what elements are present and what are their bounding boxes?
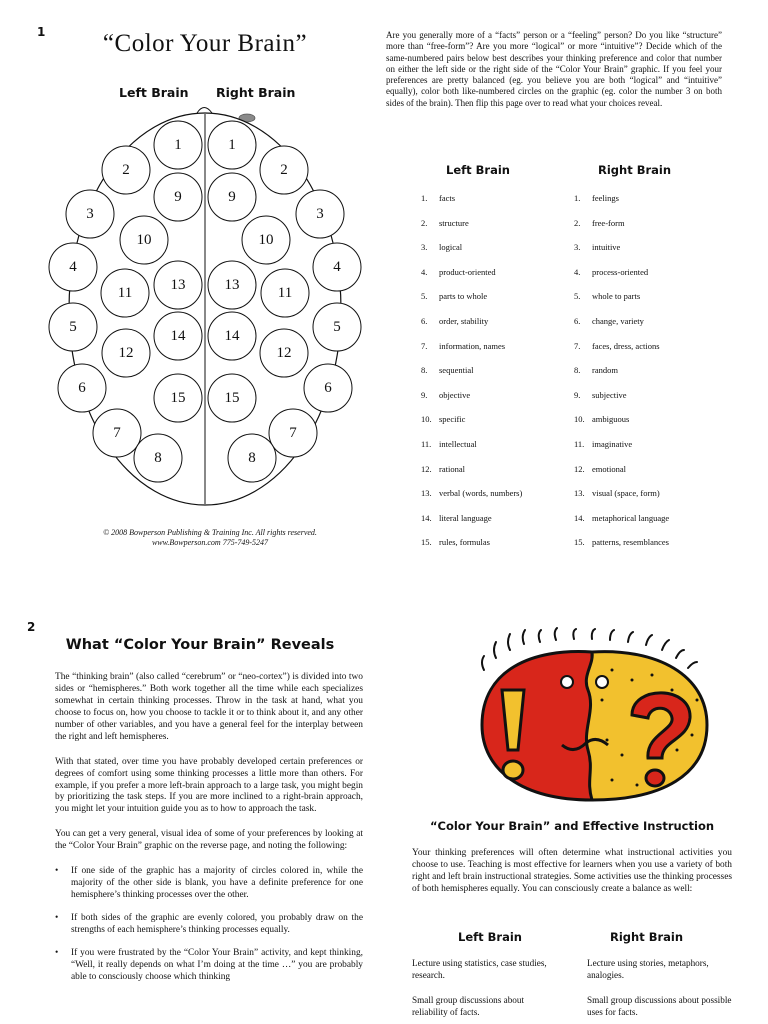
- left-list-item-number: 10.: [421, 414, 432, 425]
- left-list-item-text: verbal (words, numbers): [439, 488, 523, 499]
- left-list-item-text: literal language: [439, 512, 492, 523]
- left-circle-label: 4: [69, 259, 77, 275]
- col-left-heading: Left Brain: [458, 930, 522, 944]
- left-list-item: [421, 193, 571, 218]
- col-right-item-1: Lecture using stories, metaphors, analogies.: [587, 958, 709, 980]
- left-list-item-text: structure: [439, 217, 469, 228]
- right-list-item-number: 15.: [574, 537, 585, 548]
- left-list-item: [421, 390, 571, 415]
- right-list-item: [574, 242, 734, 267]
- left-list-item-number: 13.: [421, 488, 432, 499]
- right-list-item-text: free-form: [592, 217, 625, 228]
- right-list-item-number: 6.: [574, 315, 581, 326]
- bullet-symbol: •: [55, 913, 59, 923]
- left-list-item-number: 4.: [421, 266, 428, 277]
- right-list-item: [574, 390, 734, 415]
- left-list-item: [421, 414, 571, 439]
- right-circle-label: 13: [224, 277, 240, 293]
- left-list-item-text: intellectual: [439, 438, 477, 449]
- page-number-1: 1: [37, 25, 46, 39]
- bullet-text: If one side of the graphic has a majority of circles colored in, while the majority of the other side is blank, you have a definite preference for one hemisphere’s thinking processes over the other.: [71, 866, 363, 901]
- right-list-item-number: 4.: [574, 266, 581, 277]
- left-list-item-number: 7.: [421, 340, 428, 351]
- left-circle-label: 8: [154, 450, 162, 466]
- left-list-item-text: objective: [439, 389, 471, 400]
- right-list-item-text: random: [592, 365, 618, 376]
- left-list-item: [421, 341, 571, 366]
- brain-right-label: Right Brain: [216, 85, 296, 100]
- right-list-item: [574, 537, 734, 562]
- left-list-item: [421, 267, 571, 292]
- right-list-item-text: visual (space, form): [592, 488, 660, 499]
- right-list-item: [574, 488, 734, 513]
- copyright-block: [60, 528, 360, 549]
- left-circle-label: 2: [122, 162, 130, 178]
- right-list-item-number: 9.: [574, 389, 581, 400]
- right-list-item: [574, 341, 734, 366]
- right-list-item-text: imaginative: [592, 438, 633, 449]
- bullet-item: [55, 866, 363, 902]
- right-circle-label: 15: [224, 390, 240, 406]
- right-eye: [596, 676, 608, 688]
- left-list-item: [421, 488, 571, 513]
- left-circle-label: 12: [118, 345, 134, 361]
- right-circle-label: 3: [316, 206, 324, 222]
- left-list-item-number: 14.: [421, 512, 432, 523]
- left-list-item-number: 15.: [421, 537, 432, 548]
- right-list-item: [574, 291, 734, 316]
- left-circle-label: 11: [117, 285, 133, 301]
- list-right-heading: Right Brain: [598, 163, 672, 177]
- left-circle-label: 13: [170, 277, 186, 293]
- left-list-item-text: rational: [439, 463, 465, 474]
- right-list-item-number: 10.: [574, 414, 585, 425]
- left-list-item-text: parts to whole: [439, 291, 488, 302]
- left-list-item: [421, 242, 571, 267]
- brain-graphic: [69, 100, 341, 520]
- right-circle-label: 11: [277, 285, 293, 301]
- col-right-item-2: Small group discussions about possible uses for facts.: [587, 995, 732, 1017]
- right-list-item-text: feelings: [592, 193, 619, 203]
- left-list-item-number: 9.: [421, 389, 428, 400]
- paragraph-1: The “thinking brain” (also called “cerebrum” or “neo-cortex”) is divided into two sides or “hemispheres.” Both work together all the time while each specializes somewhat in certain thinking processes. Throw in the task at hand, what you choose to focus on, how you choose to tackle it or to think about it, and any other number of other variables, and you have a general feel for the interplay between the right and left hemispheres.: [55, 672, 363, 742]
- right-list-item-number: 1.: [574, 193, 581, 203]
- right-list-item-number: 2.: [574, 217, 581, 228]
- right-circle-label: 4: [333, 259, 341, 275]
- intro-paragraph: Are you generally more of a “facts” person or a “feeling” person? Do you like “structure” more than “free-form”? Are you more “logical” or more “intuitive”? Decide which of the same-numbered pairs below best describes your thinking preference and color that number on either the left side or the right side of the “Color Your Brain” graphic. If you feel your preferences are pretty balanced (eg. you believe you are both “logical” and “intuitive” equally), color both like-numbered circles on the graphic (eg. color the number 3 on both sides of the brain). Then flip this page over to read what your choices reveal.: [386, 30, 722, 108]
- exclaim-question-head-illustration: [462, 630, 752, 810]
- right-list-item: [574, 365, 734, 390]
- right-list-item-text: patterns, resemblances: [592, 537, 669, 548]
- left-list-item: [421, 537, 571, 562]
- right-list-item: [574, 267, 734, 292]
- right-circle-label: 14: [224, 328, 240, 344]
- bullet-symbol: •: [55, 947, 59, 958]
- right-list-item: [574, 218, 734, 243]
- bullet-text: If you were frustrated by the “Color Your Brain” activity, and kept thinking, “Well, it really depends on what I’m doing at the time …” you are probably able to consciously choose which thinking: [71, 947, 363, 982]
- left-list-item: [421, 291, 571, 316]
- right-list-item-number: 13.: [574, 488, 585, 499]
- left-list-item-text: information, names: [439, 340, 506, 351]
- right-circle-label: 12: [276, 345, 292, 361]
- left-circle-label: 6: [78, 380, 86, 396]
- left-circle-label: 1: [174, 137, 182, 153]
- instruction-paragraph: Your thinking preferences will often determine what instructional activities you choose to use. Teaching is most effective for learners when you use a variety of both right and left brain instructional strategies. Some activities use the thinking processes of both hemispheres equally. You can consciously create a balance as well:: [412, 848, 732, 894]
- right-list-item-number: 12.: [574, 463, 585, 474]
- left-list-item-text: logical: [439, 242, 463, 253]
- col-left-item-1: Lecture using statistics, case studies, research.: [412, 958, 547, 980]
- page2-title: What “Color Your Brain” Reveals: [65, 637, 335, 653]
- top-bump-shape: [197, 108, 212, 114]
- left-circle-label: 7: [113, 425, 121, 441]
- question-dot: [646, 770, 664, 786]
- right-list-item-number: 3.: [574, 242, 581, 253]
- left-list-item-number: 12.: [421, 463, 432, 474]
- right-brain-list: [574, 193, 734, 562]
- paragraph-2: With that stated, over time you have probably developed certain preferences or degrees of comfort using some thinking processes a little more than others. For example, if you prefer a more left-brain approach to a large task, you might begin by prioritizing the task steps. If you are more inclined to a right-brain approach, you might let your intuition guide you as to how to approach the task.: [55, 756, 363, 815]
- right-list-item-text: ambiguous: [592, 414, 630, 425]
- col-left-item-2: Small group discussions about reliability of facts.: [412, 995, 525, 1017]
- left-circle-label: 5: [69, 319, 77, 335]
- right-list-item: [574, 193, 734, 218]
- right-list-item-text: faces, dress, actions: [592, 340, 660, 351]
- left-list-item-number: 5.: [421, 291, 428, 302]
- right-list-item: [574, 439, 734, 464]
- bullet-list: [55, 866, 363, 984]
- left-circle-label: 9: [174, 189, 182, 205]
- left-list-item-text: sequential: [439, 365, 474, 376]
- right-list-item: [574, 414, 734, 439]
- right-list-item-text: change, variety: [592, 315, 644, 326]
- right-list-item-text: metaphorical language: [592, 512, 670, 523]
- left-list-item-text: product-oriented: [439, 266, 496, 277]
- left-list-item-text: specific: [439, 414, 466, 425]
- exclamation-dot: [503, 761, 523, 779]
- right-list-item-text: subjective: [592, 389, 627, 400]
- head-left-red: [482, 652, 592, 800]
- col-right-heading: Right Brain: [610, 930, 684, 944]
- right-circle-label: 8: [248, 450, 256, 466]
- left-list-item-number: 6.: [421, 315, 428, 326]
- right-list-item-number: 5.: [574, 291, 581, 302]
- left-brain-list: [421, 193, 571, 562]
- left-circle-label: 3: [86, 206, 94, 222]
- contact-line: www.Bowperson.com 775-749-5247: [151, 538, 269, 548]
- brain-left-label: Left Brain: [119, 85, 189, 100]
- bullet-symbol: •: [55, 866, 59, 877]
- instruction-title: “Color Your Brain” and Effective Instruction: [429, 819, 715, 833]
- paragraph-3: You can get a very general, visual idea of some of your preferences by looking at the “Color Your Brain” graphic on the reverse page, and noting the following:: [55, 829, 363, 852]
- right-list-item-text: process-oriented: [592, 266, 649, 277]
- page-number-2: 2: [27, 620, 36, 634]
- left-list-item-number: 8.: [421, 365, 428, 376]
- left-list-item-number: 11.: [421, 438, 432, 449]
- page2-body: [55, 672, 363, 995]
- right-list-item-number: 14.: [574, 512, 585, 523]
- left-list-item: [421, 316, 571, 341]
- right-circle-label: 5: [333, 319, 341, 335]
- left-circle-label: 10: [136, 232, 152, 248]
- right-circle-label: 1: [228, 137, 236, 153]
- left-list-item-text: order, stability: [439, 315, 489, 326]
- right-list-item-number: 8.: [574, 365, 581, 376]
- left-list-item-number: 2.: [421, 217, 428, 228]
- left-list-item-text: facts: [439, 193, 456, 203]
- copyright-line: © 2008 Bowperson Publishing & Training Inc. All rights reserved.: [103, 528, 317, 537]
- left-list-item: [421, 464, 571, 489]
- bullet-item: [55, 913, 363, 937]
- right-list-item-number: 11.: [574, 438, 585, 449]
- right-list-item-text: intuitive: [592, 242, 621, 253]
- left-list-item: [421, 439, 571, 464]
- left-list-item-number: 1.: [421, 193, 428, 203]
- left-circle-label: 15: [170, 390, 186, 406]
- list-left-heading: Left Brain: [446, 163, 510, 177]
- right-circle-label: 6: [324, 380, 332, 396]
- right-list-item: [574, 464, 734, 489]
- bullet-item: [55, 948, 363, 984]
- right-circle-label: 2: [280, 162, 288, 178]
- right-list-item: [574, 513, 734, 538]
- right-circle-label: 9: [228, 189, 236, 205]
- page1-title: “Color Your Brain”: [102, 30, 308, 57]
- right-circle-label: 7: [289, 425, 297, 441]
- left-list-item-number: 3.: [421, 242, 428, 253]
- right-list-item-number: 7.: [574, 340, 581, 351]
- left-eye: [561, 676, 573, 688]
- left-list-item: [421, 513, 571, 538]
- left-list-item: [421, 218, 571, 243]
- left-list-item-text: rules, formulas: [439, 537, 490, 548]
- bullet-text: If both sides of the graphic are evenly colored, you probably draw on the strengths of each hemisphere’s thinking processes equally.: [71, 913, 363, 935]
- right-list-item-text: whole to parts: [592, 291, 641, 302]
- right-list-item-text: emotional: [592, 463, 626, 474]
- right-circle-label: 10: [258, 232, 274, 248]
- left-list-item: [421, 365, 571, 390]
- right-list-item: [574, 316, 734, 341]
- left-circle-label: 14: [170, 328, 186, 344]
